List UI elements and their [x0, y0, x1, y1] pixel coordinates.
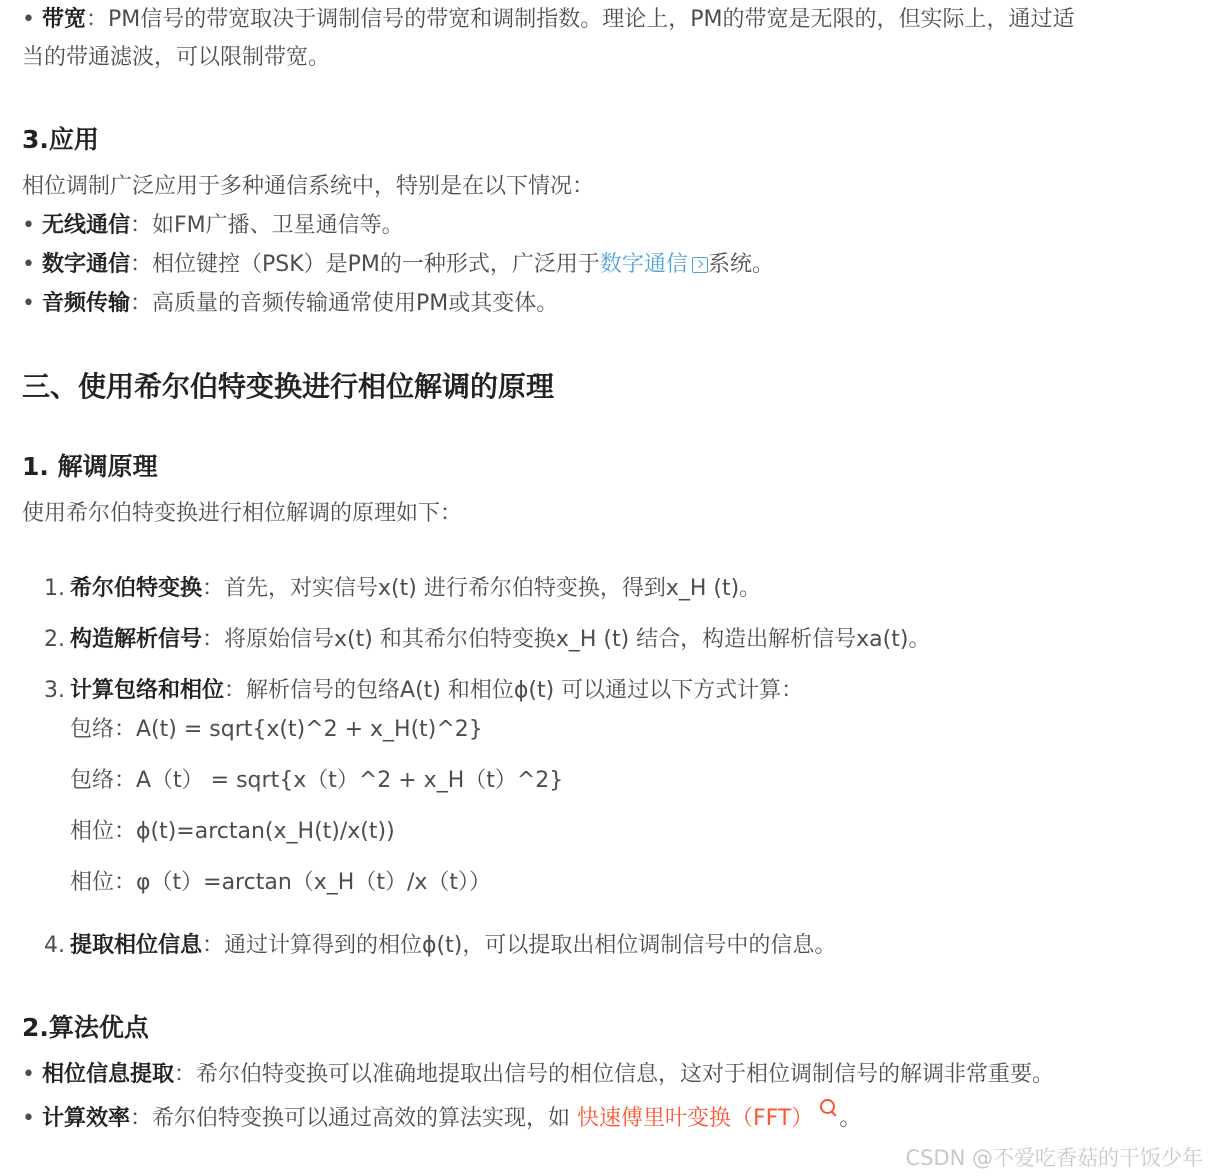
application-intro: 相位调制广泛应用于多种通信系统中，特别是在以下情况：: [22, 174, 595, 199]
bandwidth-text-2: 当的带通滤波，可以限制带宽。: [22, 45, 331, 70]
ordered-list-item: 1. 希尔伯特变换：首先，对实信号x(t) 进行希尔伯特变换，得到x_H (t)。: [44, 576, 762, 601]
ordered-list-item: 4. 提取相位信息：通过计算得到的相位ϕ(t)，可以提取出相位调制信号中的信息。: [44, 933, 837, 958]
external-link-icon[interactable]: [692, 257, 708, 273]
list-item: • 音频传输：高质量的音频传输通常使用PM或其变体。: [22, 291, 559, 316]
formula-phase-fullwidth: 相位：φ（t）=arctan（x_H（t）/x（t））: [70, 870, 492, 895]
principle-intro: 使用希尔伯特变换进行相位解调的原理如下：: [22, 501, 463, 526]
list-item: • 相位信息提取：希尔伯特变换可以准确地提取出信号的相位信息，这对于相位调制信号的解调非常重要。: [22, 1062, 1055, 1087]
list-item: • 无线通信：如FM广播、卫星通信等。: [22, 213, 404, 238]
formula-phase: 相位：ϕ(t)=arctan(x_H(t)/x(t)): [70, 819, 395, 844]
section-heading-application: 3.应用: [22, 125, 99, 154]
section-heading-principle: 1. 解调原理: [22, 452, 158, 481]
bandwidth-bullet: • 带宽：PM信号的带宽取决于调制信号的带宽和调制指数。理论上，PM的带宽是无限的，但实际上，通过适: [22, 7, 1075, 32]
section-heading-hilbert: 三、使用希尔伯特变换进行相位解调的原理: [22, 370, 555, 403]
digital-communication-link[interactable]: 数字通信: [599, 252, 688, 277]
bandwidth-label: 带宽: [41, 7, 86, 32]
search-icon[interactable]: [819, 1099, 839, 1119]
bandwidth-text-1: ：PM信号的带宽取决于调制信号的带宽和调制指数。理论上，PM的带宽是无限的，但实际上，通过适: [86, 7, 1075, 32]
list-item: • 计算效率：希尔伯特变换可以通过高效的算法实现，如 快速傅里叶变换（FFT） 。: [22, 1099, 861, 1134]
ordered-list-item: 3. 计算包络和相位：解析信号的包络A(t) 和相位ϕ(t) 可以通过以下方式计算：: [44, 678, 804, 703]
formula-envelope-fullwidth: 包络：A（t） = sqrt{x（t）^2 + x_H（t）^2}: [70, 768, 564, 793]
formula-envelope: 包络：A(t) = sqrt{x(t)^2 + x_H(t)^2}: [70, 717, 483, 742]
csdn-watermark: CSDN @不爱吃香菇的干饭少年: [905, 1146, 1203, 1170]
section-heading-advantages: 2.算法优点: [22, 1013, 149, 1042]
fft-link[interactable]: 快速傅里叶变换（FFT）: [577, 1106, 814, 1131]
ordered-list-item: 2. 构造解析信号：将原始信号x(t) 和其希尔伯特变换x_H (t) 结合，构造出解析信号xa(t)。: [44, 627, 931, 652]
list-item: • 数字通信：相位键控（PSK）是PM的一种形式，广泛用于数字通信 系统。: [22, 252, 774, 277]
